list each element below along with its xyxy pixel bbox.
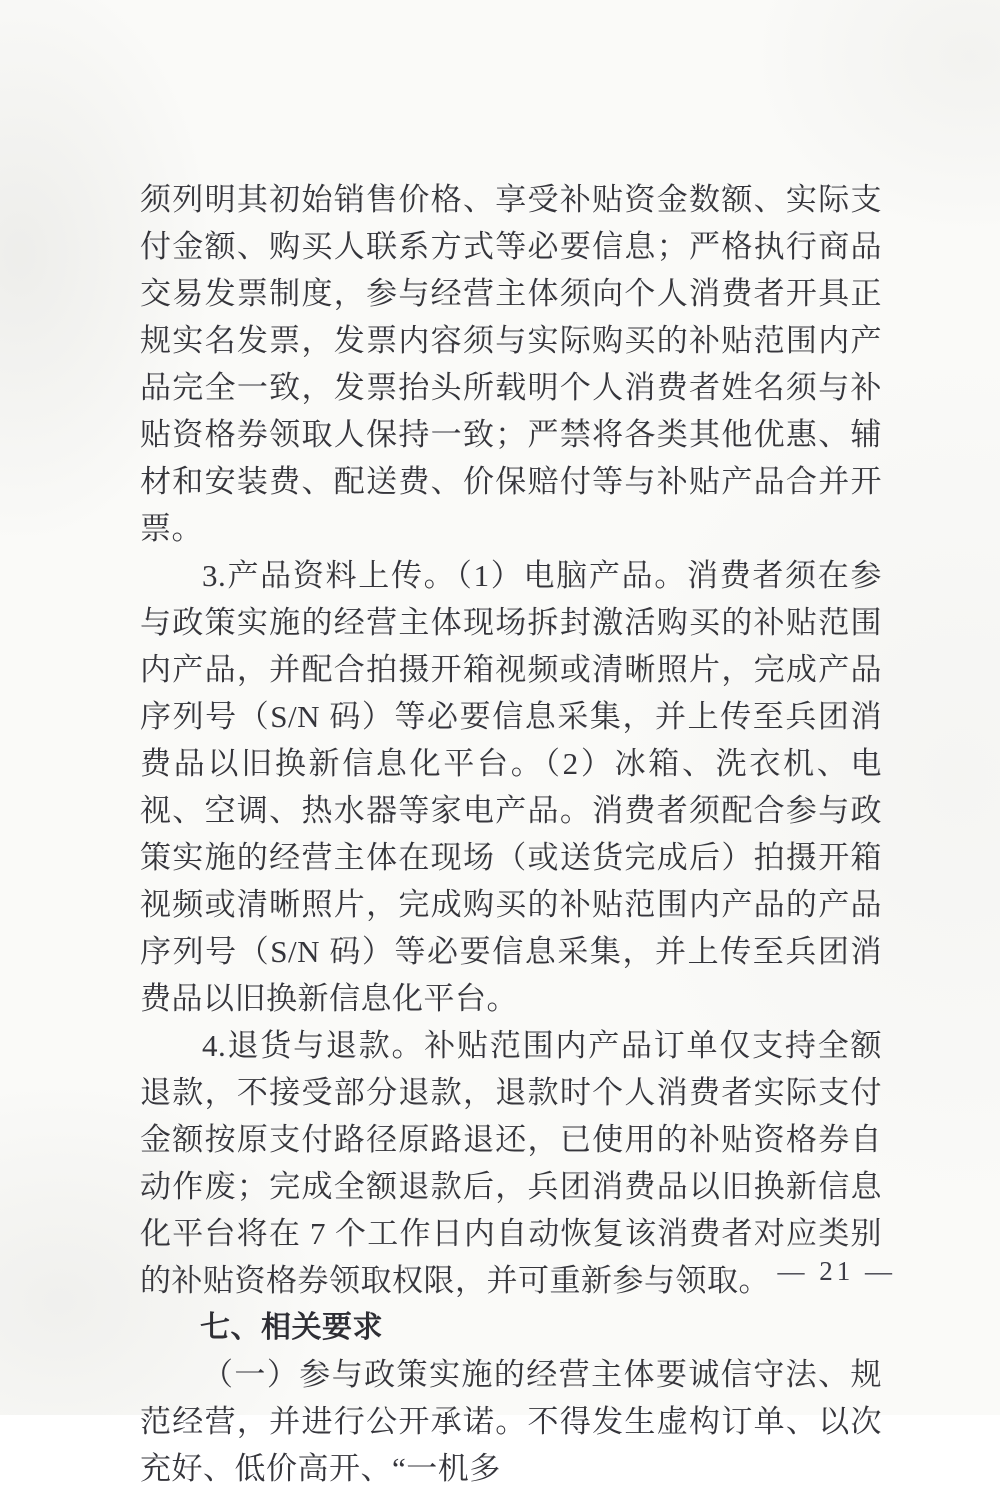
paragraph-product-data-upload: 3.产品资料上传。（1）电脑产品。消费者须在参与政策实施的经营主体现场拆封激活购买的补贴范围内产品，并配合拍摄开箱视频或清晰照片，完成产品序列号（S/N 码）等必要信息采集，并上传至兵团消费品以旧换新信息化平台。（2）冰箱、洗衣机、电视、空调、热水器等家电产品。消费者须配合参与政策实施的经营主体在现场（或送货完成后）拍摄开箱视频或清晰照片，完成购买的补贴范围内产品的产品序列号（S/N 码）等必要信息采集，并上传至兵团消费品以旧换新信息化平台。 xyxy=(140,558,882,1016)
page-number: — 21 — xyxy=(777,1256,896,1286)
paragraph-invoice-rules: 须列明其初始销售价格、享受补贴资金数额、实际支付金额、购买人联系方式等必要信息；严格执行商品交易发票制度，参与经营主体须向个人消费者开具正规实名发票，发票内容须与实际购买的补贴范围内产品完全一致，发票抬头所载明个人消费者姓名须与补贴资格券领取人保持一致；严禁将各类其他优惠、辅材和安装费、配送费、价保赔付等与补贴产品合并开票。 xyxy=(140,182,882,546)
section-heading-related-requirements: 七、相关要求 xyxy=(200,1311,383,1344)
paragraph-returns-refunds: 4.退货与退款。补贴范围内产品订单仅支持全额退款，不接受部分退款，退款时个人消费者实际支付金额按原支付路径原路退还，已使用的补贴资格券自动作废；完成全额退款后，兵团消费品以旧换新信息化平台将在 7 个工作日内自动恢复该消费者对应类别的补贴资格券领取权限，并可重新参与领取。 xyxy=(140,1028,882,1298)
page-footer xyxy=(778,1256,897,1287)
document-body xyxy=(140,176,882,1492)
paragraph-integrity-commitment: （一）参与政策实施的经营主体要诚信守法、规范经营，并进行公开承诺。不得发生虚构订单、以次充好、低价高开、“一机多 xyxy=(140,1357,882,1486)
